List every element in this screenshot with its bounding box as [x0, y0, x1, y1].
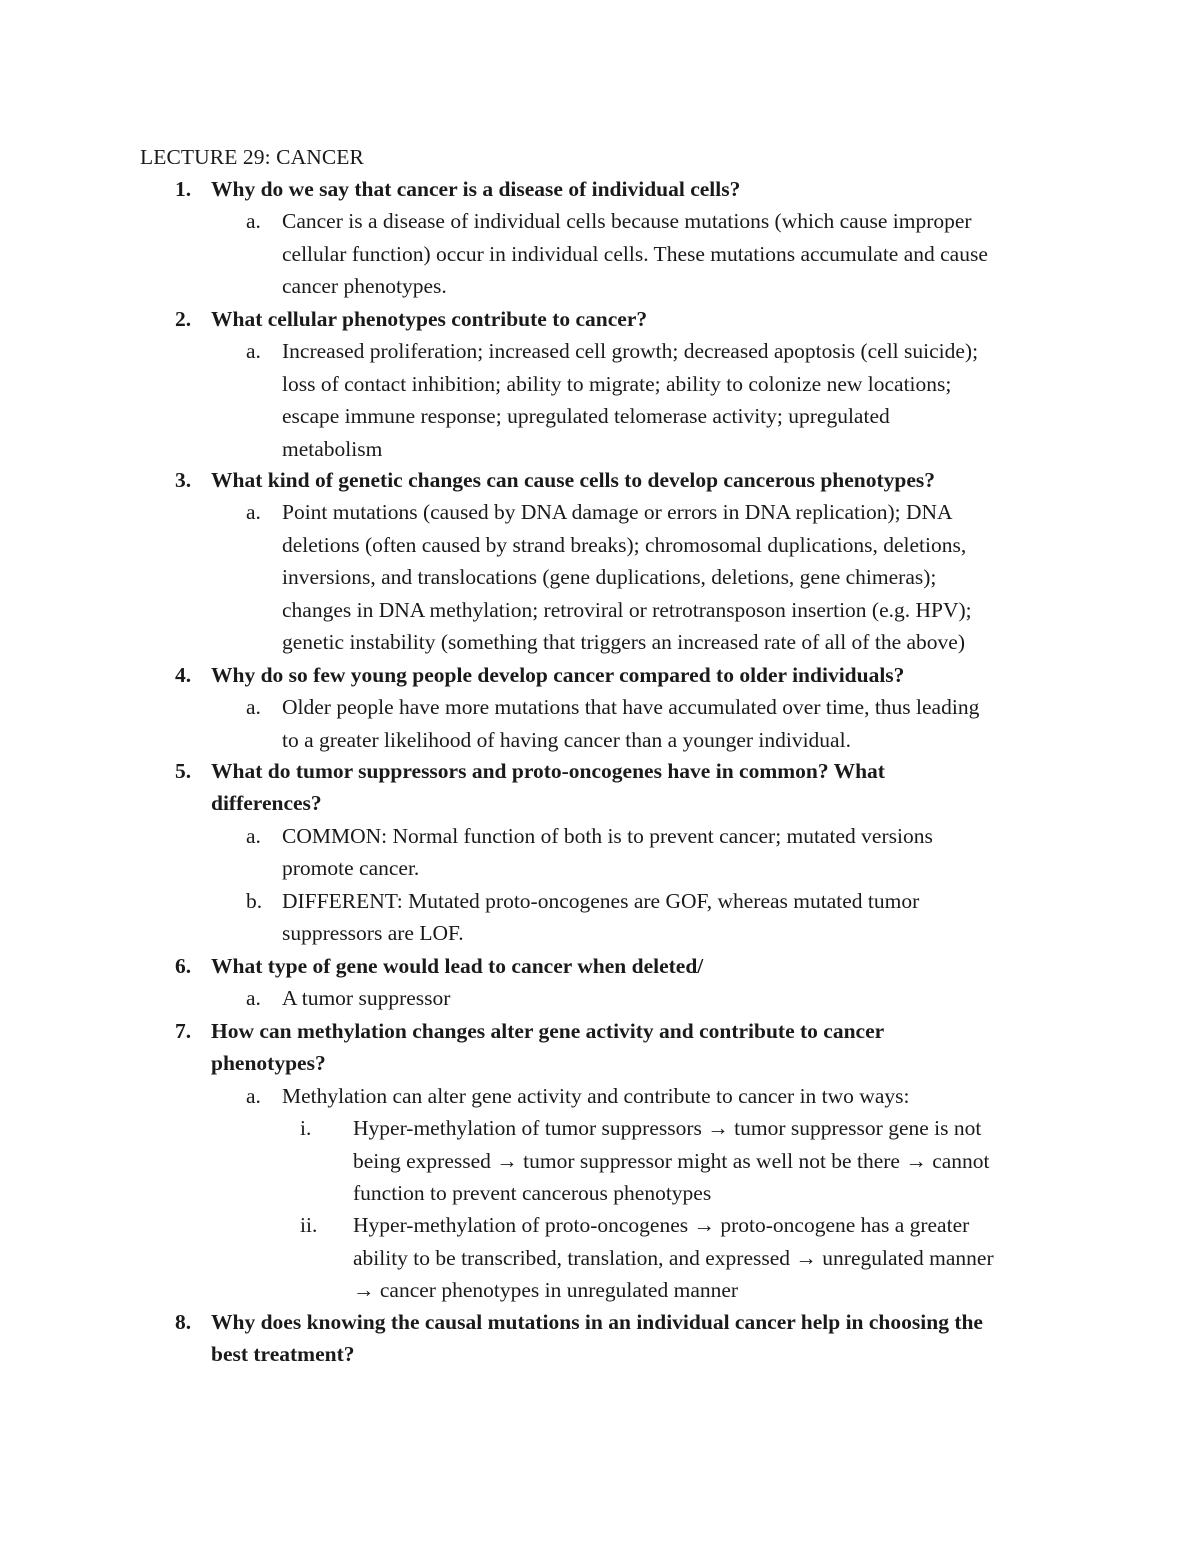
question-text: What type of gene would lead to cancer when deleted/: [211, 954, 704, 978]
answer-item: a. Cancer is a disease of individual cells because mutations (which cause improper cellular function) occur in individual cells. These mutations accumulate and cause cancer phenotypes.: [282, 205, 1075, 302]
sub-answer-numeral: ii.: [300, 1213, 318, 1238]
question-number: 4.: [175, 663, 192, 687]
question-text: How can methylation changes alter gene activity and contribute to cancer phenotypes?: [211, 1019, 885, 1076]
page-title: LECTURE 29: CANCER: [140, 145, 364, 169]
question-number: 5.: [175, 759, 192, 783]
answer-item: b. DIFFERENT: Mutated proto-oncogenes are GOF, whereas mutated tumor suppressors are LOF.: [282, 885, 1075, 950]
answer-letter: a.: [246, 500, 261, 525]
answer-letter: a.: [246, 339, 261, 364]
question-number: 6.: [175, 954, 192, 978]
question-block-4: [175, 659, 1075, 756]
question-text: Why do so few young people develop cancer compared to older individuals?: [211, 663, 905, 687]
question-block-1: [175, 173, 1075, 303]
answer-letter: a.: [246, 209, 261, 234]
sub-answer-item: ii. Hyper-methylation of proto-oncogenes → proto-oncogene has a greater ability to be transcribed, translation, and expressed → unregulated manner → cancer phenotypes in unregulated manner: [353, 1209, 1075, 1306]
question-text: Why do we say that cancer is a disease of individual cells?: [211, 177, 741, 201]
answer-item: a. Point mutations (caused by DNA damage or errors in DNA replication); DNA deletions (often caused by strand breaks); chromosomal duplications, deletions, inversions, and translocations (gene duplications, deletions, gene chimeras); changes in DNA methylation; retroviral or retrotransposon insertion (e.g. HPV); genetic instability (something that triggers an increased rate of all of the above): [282, 496, 1075, 658]
question-block-2: [175, 303, 1075, 465]
question-number: 2.: [175, 307, 192, 331]
answer-letter: a.: [246, 823, 261, 848]
question-number: 3.: [175, 468, 192, 492]
answer-item: a. Increased proliferation; increased cell growth; decreased apoptosis (cell suicide); loss of contact inhibition; ability to migrate; ability to colonize new locations; escape immune response; upregulated telomerase activity; upregulated metabolism: [282, 335, 1075, 465]
answer-letter: a.: [246, 695, 261, 720]
answer-letter: a.: [246, 986, 261, 1011]
answer-item: a. Methylation can alter gene activity and contribute to cancer in two ways:: [282, 1080, 1075, 1112]
question-block-6: [175, 950, 1075, 1015]
question-block-8: [175, 1306, 1075, 1371]
answer-item: a. Older people have more mutations that have accumulated over time, thus leading to a greater likelihood of having cancer than a younger individual.: [282, 691, 1075, 756]
question-number: 1.: [175, 177, 192, 201]
answer-letter: b.: [246, 888, 263, 913]
sub-answer-item: i. Hyper-methylation of tumor suppressors → tumor suppressor gene is not being expressed → tumor suppressor might as well not be there → cannot function to prevent cancerous phenotypes: [353, 1112, 1075, 1209]
question-text: Why does knowing the causal mutations in an individual cancer help in choosing the best treatment?: [211, 1310, 983, 1367]
answer-item: a. COMMON: Normal function of both is to prevent cancer; mutated versions promote cancer.: [282, 820, 1075, 885]
question-number: 8.: [175, 1310, 192, 1334]
question-text: What cellular phenotypes contribute to cancer?: [211, 307, 648, 331]
question-block-3: [175, 464, 1075, 658]
answer-item: a. A tumor suppressor: [282, 982, 1075, 1014]
question-block-5: [175, 755, 1075, 949]
question-text: What do tumor suppressors and proto-oncogenes have in common? What differences?: [211, 759, 885, 816]
question-number: 7.: [175, 1019, 192, 1043]
answer-letter: a.: [246, 1083, 261, 1108]
sub-answer-numeral: i.: [300, 1116, 312, 1141]
question-text: What kind of genetic changes can cause cells to develop cancerous phenotypes?: [211, 468, 936, 492]
question-block-7: [175, 1015, 1075, 1307]
